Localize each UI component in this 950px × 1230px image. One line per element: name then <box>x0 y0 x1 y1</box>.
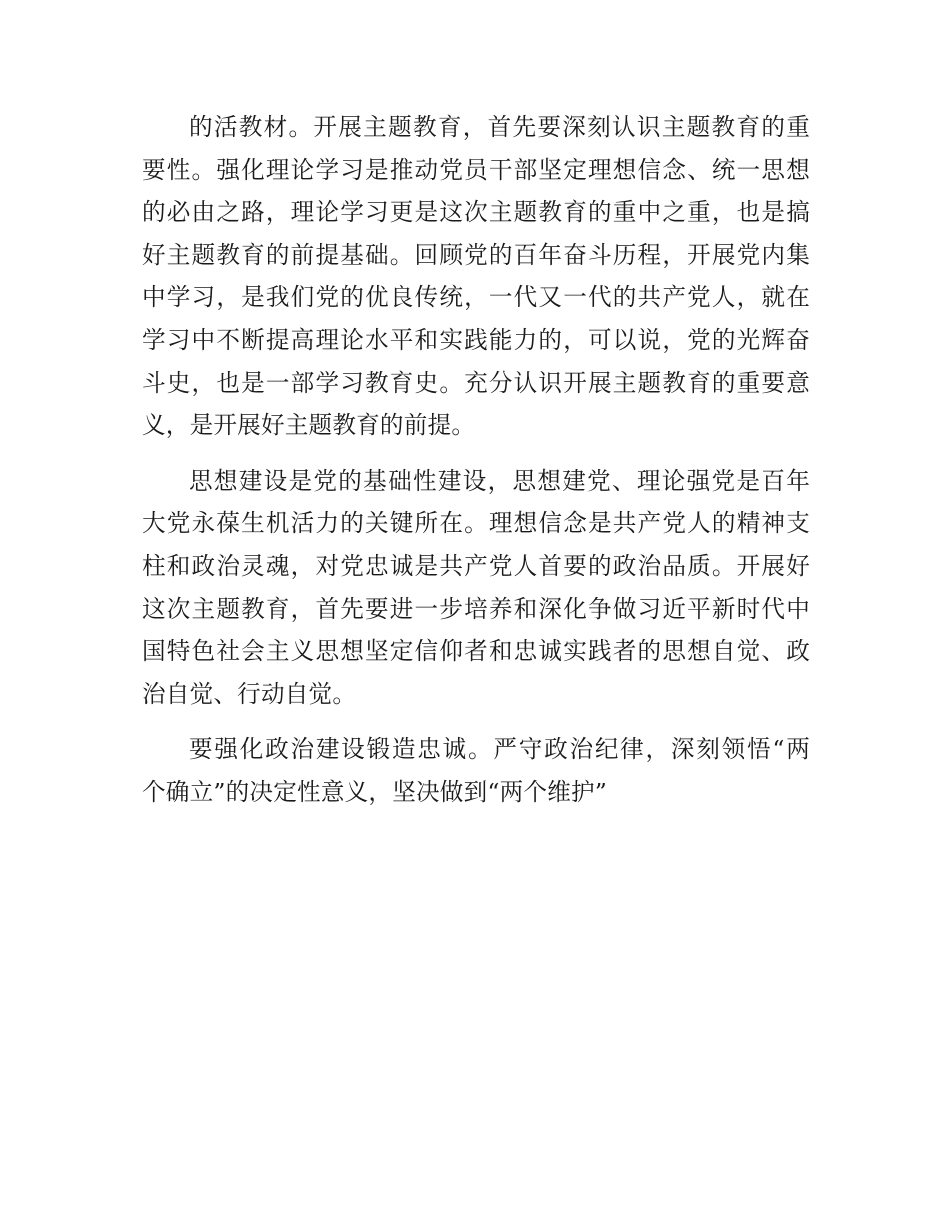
text-line: 好主题教育的前提基础。回顾党的百年奋斗历程，开展党内集 <box>142 240 810 269</box>
text-line: 义，是开展好主题教育的前提。 <box>142 411 476 440</box>
text-line: 国特色社会主义思想坚定信仰者和忠诚实践者的思想自觉、政 <box>142 637 810 666</box>
document-body <box>142 106 810 827</box>
text-line: 要性。强化理论学习是推动党员干部坚定理想信念、统一思想 <box>142 155 810 184</box>
paragraph-3 <box>142 728 810 813</box>
text-line: 治自觉、行动自觉。 <box>142 679 357 708</box>
text-line: 中学习，是我们党的优良传统，一代又一代的共产党人，就在 <box>142 283 810 312</box>
text-line: 这次主题教育，首先要进一步培养和深化争做习近平新时代中 <box>142 594 810 623</box>
paragraph-2 <box>142 460 810 716</box>
text-line: 要强化政治建设锻造忠诚。严守政治纪律，深刻领悟“两 <box>189 735 810 764</box>
text-line: 柱和政治灵魂，对党忠诚是共产党人首要的政治品质。开展好 <box>142 551 810 580</box>
text-line: 斗史，也是一部学习教育史。充分认识开展主题教育的重要意 <box>142 368 810 397</box>
text-line: 的必由之路，理论学习更是这次主题教育的重中之重，也是搞 <box>142 198 810 227</box>
text-line: 的活教材。开展主题教育，首先要深刻认识主题教育的重 <box>189 113 810 141</box>
paragraph-1 <box>142 106 810 447</box>
text-line: 思想建设是党的基础性建设，思想建党、理论强党是百年 <box>189 466 810 495</box>
text-line: 学习中不断提高理论水平和实践能力的，可以说，党的光辉奋 <box>142 325 810 354</box>
text-line: 大党永葆生机活力的关键所在。理想信念是共产党人的精神支 <box>142 509 810 538</box>
text-line: 个确立”的决定性意义，坚决做到“两个维护” <box>142 777 608 806</box>
